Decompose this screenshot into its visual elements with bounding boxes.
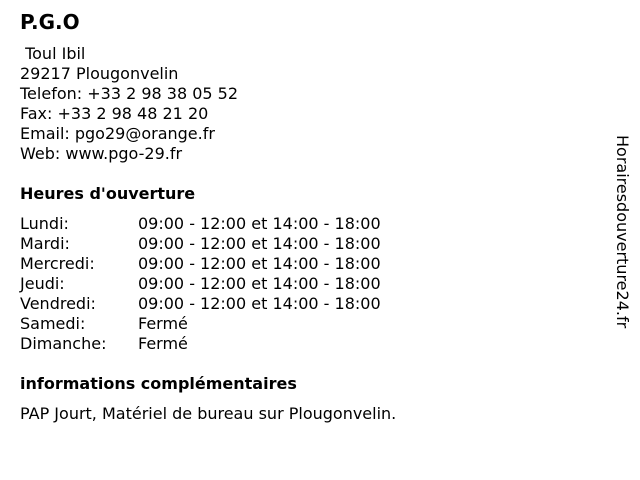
site-watermark: Horairesdouverture24.fr <box>613 135 632 329</box>
hours-row-tuesday <box>20 234 381 254</box>
phone-number: Telefon: +33 2 98 38 05 52 <box>20 84 239 103</box>
hours-day: Mercredi: <box>20 254 95 273</box>
contact-block <box>20 44 238 164</box>
hours-time: Fermé <box>138 314 188 333</box>
hours-row-friday <box>20 294 381 314</box>
business-name: P.G.O <box>20 10 80 34</box>
hours-row-monday <box>20 214 381 234</box>
info-heading: informations complémentaires <box>20 374 297 393</box>
city-address: 29217 Plougonvelin <box>20 64 179 83</box>
website: Web: www.pgo-29.fr <box>20 144 183 163</box>
hours-table <box>20 214 381 354</box>
hours-day: Mardi: <box>20 234 70 253</box>
hours-day: Jeudi: <box>20 274 65 293</box>
hours-row-thursday <box>20 274 381 294</box>
hours-row-sunday <box>20 334 381 354</box>
hours-heading: Heures d'ouverture <box>20 184 196 203</box>
hours-time: 09:00 - 12:00 et 14:00 - 18:00 <box>138 294 381 313</box>
street-address: Toul Ibil <box>20 44 86 63</box>
hours-day: Dimanche: <box>20 334 107 353</box>
hours-row-wednesday <box>20 254 381 274</box>
hours-time: 09:00 - 12:00 et 14:00 - 18:00 <box>138 214 381 233</box>
hours-time: Fermé <box>138 334 188 353</box>
hours-time: 09:00 - 12:00 et 14:00 - 18:00 <box>138 254 381 273</box>
hours-time: 09:00 - 12:00 et 14:00 - 18:00 <box>138 274 381 293</box>
hours-time: 09:00 - 12:00 et 14:00 - 18:00 <box>138 234 381 253</box>
hours-row-saturday <box>20 314 381 334</box>
email-address: Email: pgo29@orange.fr <box>20 124 215 143</box>
hours-day: Vendredi: <box>20 294 96 313</box>
hours-day: Samedi: <box>20 314 86 333</box>
fax-number: Fax: +33 2 98 48 21 20 <box>20 104 209 123</box>
hours-day: Lundi: <box>20 214 69 233</box>
info-text: PAP Jourt, Matériel de bureau sur Plougonvelin. <box>20 404 397 423</box>
